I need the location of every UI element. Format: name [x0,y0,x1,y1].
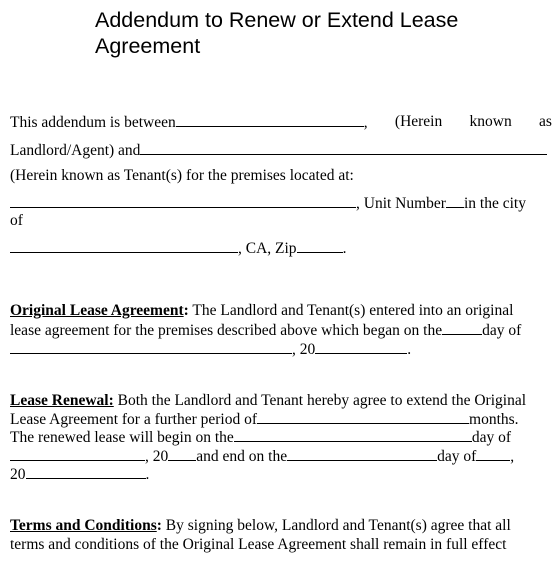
terms-text-2: terms and conditions of the Original Lease Agreement shall remain in full effect [10,536,507,553]
renewal-months: months. [469,411,519,428]
city-blank[interactable] [10,238,238,253]
renewal-line-5: 20 . [10,466,150,483]
original-month-blank[interactable] [10,339,292,354]
renewal-text-1: Both the Landlord and Tenant hereby agree to extend the Original [113,392,527,409]
original-day-of: day of [482,322,522,339]
original-text-1: The Landlord and Tenant(s) entered into an original [188,302,514,319]
renewal-line-3 [10,427,552,447]
herein-text: (Herein [394,113,443,130]
renewal-end-year-blank[interactable] [26,464,146,479]
original-text-2: lease agreement for the premises described above which began on the [10,322,443,339]
parties-line-5 [10,211,552,231]
renewal-start-day-blank[interactable] [234,427,472,442]
renewal-heading: Lease Renewal: [10,392,114,409]
parties-line-2 [10,140,552,160]
renewal-start-month-blank[interactable] [10,446,145,461]
terms-line-2 [10,535,552,555]
unit-number-text: , Unit Number [356,195,446,212]
parties-line-6: , CA, Zip . [10,238,552,258]
address-blank[interactable] [10,193,356,208]
document-title [95,7,458,59]
renewal-day-of: day of [471,429,511,446]
original-line-1: Original Lease Agreement: The Landlord and Tenant(s) entered into an original [10,302,514,319]
parties-line-1: This addendum is between , (Herein known as [10,113,552,131]
landlord-and-text: Landlord/Agent) and [10,142,141,159]
terms-text-1: By signing below, Landlord and Tenant(s) agree that all [161,517,511,534]
terms-heading: Terms and Conditions [10,517,157,534]
original-year-blank[interactable] [315,339,407,354]
renewal-period-blank[interactable] [257,409,469,424]
landlord-name-blank[interactable] [176,112,364,127]
title-line-1: Addendum to Renew or Extend Lease [95,8,459,32]
renewal-text-2: Lease Agreement for a further period of [10,411,258,428]
original-day-blank[interactable] [442,320,482,335]
original-year: , 20 [292,341,316,358]
renewal-end-month-blank[interactable] [476,446,510,461]
of-text: of [10,212,23,229]
unit-number-blank[interactable] [446,193,464,208]
in-the-city-text: in the city [463,195,526,212]
parties-line-4 [10,193,552,213]
renewal-and-end: and end on the [196,448,288,465]
zip-blank[interactable] [297,238,343,253]
as-text: as [539,113,552,130]
renewal-line-1 [10,391,552,411]
between-text: This addendum is between [10,114,176,131]
title-line-2: Agreement [95,34,201,58]
renewal-text-3: The renewed lease will begin on the [10,429,234,446]
terms-line-1: Terms and Conditions: By signing below, Landlord and Tenant(s) agree that all [10,517,511,534]
original-line-3: , 20 . [10,339,552,359]
renewal-line-2 [10,409,552,429]
tenant-name-blank[interactable] [140,140,547,155]
parties-line-3 [10,166,552,186]
tenant-premises-text: (Herein known as Tenant(s) for the premises located at: [10,167,354,184]
original-heading: Original Lease Agreement [10,302,184,319]
renewal-end-day-blank[interactable] [287,446,437,461]
ca-zip-text: , CA, Zip [238,240,297,257]
renewal-line-4: , 20 and end on the day of , [10,446,552,466]
renewal-year: , 20 [145,448,169,465]
renewal-start-year-blank[interactable] [168,446,196,461]
renewal-year-2: 20 [10,466,26,483]
original-line-2 [10,320,552,340]
renewal-end-day-of: day of [437,448,477,465]
known-text: known [469,113,512,130]
